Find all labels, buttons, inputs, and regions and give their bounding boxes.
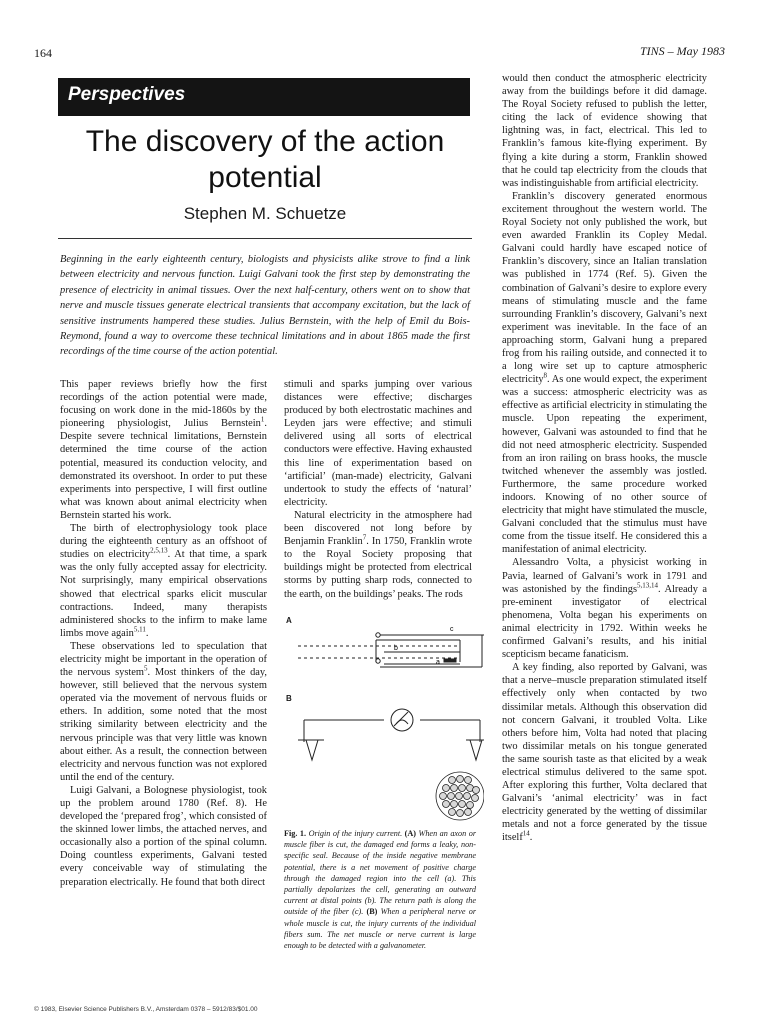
section-banner-label: Perspectives xyxy=(68,84,186,105)
paragraph: The birth of electrophysiology took place during the eighteenth century as an offshoot of studies on electricity$^{2,5,13}$. At that time, a spark was the only fully accepted assay for electricity. Not surprisingly, many empirical observations showed that electrical sparks elicit muscular contractions. Indeed, many therapists administered shocks to the infirm to make lame limbs move again$^{5,11}$. xyxy=(60,523,267,639)
fiber-diagram xyxy=(298,633,484,667)
journal-header: TINS – May 1983 xyxy=(640,44,725,58)
column-3 xyxy=(502,72,707,845)
mark-c: c xyxy=(450,626,454,633)
mark-a: a xyxy=(436,659,440,666)
paragraph: stimuli and sparks jumping over various distances were effective; discharges produced by both electrostatic machines and Leyden jars were effective; and stimuli delivered using all sorts of electrical conductors were effective. Having exhausted this line of experimentation based on ‘artificial’ (man-made) electricity, Galvani undertook to study the effects of ‘natural’ electricity. xyxy=(284,379,472,508)
column-2 xyxy=(284,378,472,601)
figure-panel-label-a: A xyxy=(286,616,292,625)
figure-1 xyxy=(284,612,484,824)
copyright-footer: © 1983, Elsevier Science Publishers B.V., Amsterdam 0378 – 5912/83/$01.00 xyxy=(34,1006,258,1013)
abstract: Beginning in the early eighteenth century, biologists and physicists alike strove to find a link between electricity and nervous function. Luigi Galvani took the first step by demonstrating the presence of electricity in animal tissues. Over the next half-century, others went on to show that nerve and muscle tissues generate electrical transients that accompany excitation, but the lack of sensitive instruments hampered these studies. Julius Bernstein, with the help of Emil du Bois-Reymond, found a way to overcome these technical limitations and in about 1865 made the first recordings of the time course of the action potential. xyxy=(60,254,470,358)
paragraph: Natural electricity in the atmosphere had been discovered not long before by Benjamin Franklin$^7$. In 1750, Franklin wrote to the Royal Society proposing that buildings might be protected from electrical storms by putting sharp rods, connected to the earth, on the buildings’ peaks. The rods xyxy=(284,509,472,600)
paragraph: A key finding, also reported by Galvani, was that a nerve–muscle preparation stimulated itself effectively only when contacted by two dissimilar metals. Although this observation did not concern Galvani, it troubled Volta. Like others before him, Volta had noted that placing two dissimilar metals on his tongue generated the same sourish taste as that elicited by a weak electrical stimulus delivered to the same spot. After exploring this further, Volta declared that Galvani’s ‘animal electricity’ was in fact electricity generated by the wetting of dissimilar metals and not a force generated by the tissue itself$^{14}$. xyxy=(502,662,707,844)
figure-1-drawing xyxy=(284,612,484,824)
paragraph: Luigi Galvani, a Bolognese physiologist, took up the problem around 1780 (Ref. 8). He developed the ‘prepared frog’, which consisted of the skinned lower limbs, the attached nerves, and occasionally also a portion of the spinal column. Doing countless experiments, Galvani tested every conceivable way of stimulating the preparation electrically. He found that both direct xyxy=(60,784,267,888)
section-banner xyxy=(58,78,470,116)
paragraph: Alessandro Volta, a physicist working in Pavia, learned of Galvani’s work in 1791 and was astonished by the findings$^{5,13,14}$. Already a pre-eminent investigator of electrical phenomena, Volta began his experiments on animal electricity in 1792. Within weeks he confirmed Galvani’s results, and his initial scepticism became fanaticism. xyxy=(502,557,708,661)
paragraph: These observations led to speculation that electricity might be important in the operation of the nervous system$^5$. Most thinkers of the day, however, still believed that the nervous system operated via the movement of nervous fluids or ethers. In addition, some noted that the most striking similarity between electricity and the nervous principle was that very little was known about either. As a result, the connection between electricity and nervous function was not explored until the end of the century. xyxy=(60,640,267,783)
page-number: 164 xyxy=(34,46,52,60)
paragraph: This paper reviews briefly how the first recordings of the action potential were made, focusing on work done in the mid-1860s by the pioneering physiologist, Julius Bernstein$^1$. Despite severe technical limitations, Bernstein determined the time course of the action potential, measured its conduction velocity, and demonstrated its overshoot. In order to put these experiments into perspective, I will first outline what was known about animal electricity when Bernstein started his work. xyxy=(60,379,267,521)
figure-panel-label-b: B xyxy=(286,694,292,703)
column-1 xyxy=(60,378,267,889)
galvanometer-diagram xyxy=(298,709,484,760)
article-author: Stephen M. Schuetze xyxy=(183,204,347,223)
title-divider xyxy=(58,238,472,239)
nerve-cross-section xyxy=(436,772,484,820)
paragraph: would then conduct the atmospheric electricity away from the buildings before it did damage. The Royal Society refused to publish the letter, citing the lack of evidence showing that lightning was, in fact, electrical. This led to Franklin’s famous kite-flying experiment. By flying a kite during a storm, Franklin showed that he could tap electricity from the clouds that was indistinguishable from artificial electricity. xyxy=(502,73,707,189)
figure-caption: Fig. 1. Origin of the injury current. (A) When an axon or muscle fiber is cut, the damaged end forms a leaky, non-specific seal. Because of the inside negative membrane potential, there is a net movement of positive charge through the damaged region into the cell (a). This partially depolarizes the cell, generating an outward current at distal points (b). The return path is along the outside of the fiber (c). (B) When a peripheral nerve or whole muscle is cut, the injury currents of the individual fibers sum. The net muscle or nerve current is large enough to be detected with a galvanometer. xyxy=(284,829,477,951)
mark-b: b xyxy=(394,645,398,652)
article-title: The discovery of the action potential xyxy=(85,125,445,194)
paragraph: Franklin’s discovery generated enormous excitement throughout the western world. The Royal Society not only published the work, but even awarded Franklin its Copley Medal. Galvani could hardly have escaped notice of Franklin’s discovery, since an Italian translation was published in 1774 (Ref. 5). Given the combination of Galvani’s desire to explore every means of stimulating muscle and the fame surrounding Franklin’s discovery, Galvani’s next experiment was inevitable. In the face of an approaching storm, Galvani hung a prepared frog from his railing outside, and connected it to a long wire set up to capture atmospheric electricity$^8$. As one would expect, the experiment was a success: atmospheric electricity was as effective as artificial electricity in stimulating the muscle. Upon repeating the experiment, however, Galvani was astounded to find that he did not need atmospheric electricity. Suspended from an iron railing on brass hooks, the muscle twitched whenever the assembly was jostled. Furthermore, the same procedure worked indoors. Knowing of no other source of electricity that might have stimulated the muscle, Galvani concluded that the stimulus must have come from the tissue itself. He considered this a manifestation of animal electricity. xyxy=(502,190,707,556)
